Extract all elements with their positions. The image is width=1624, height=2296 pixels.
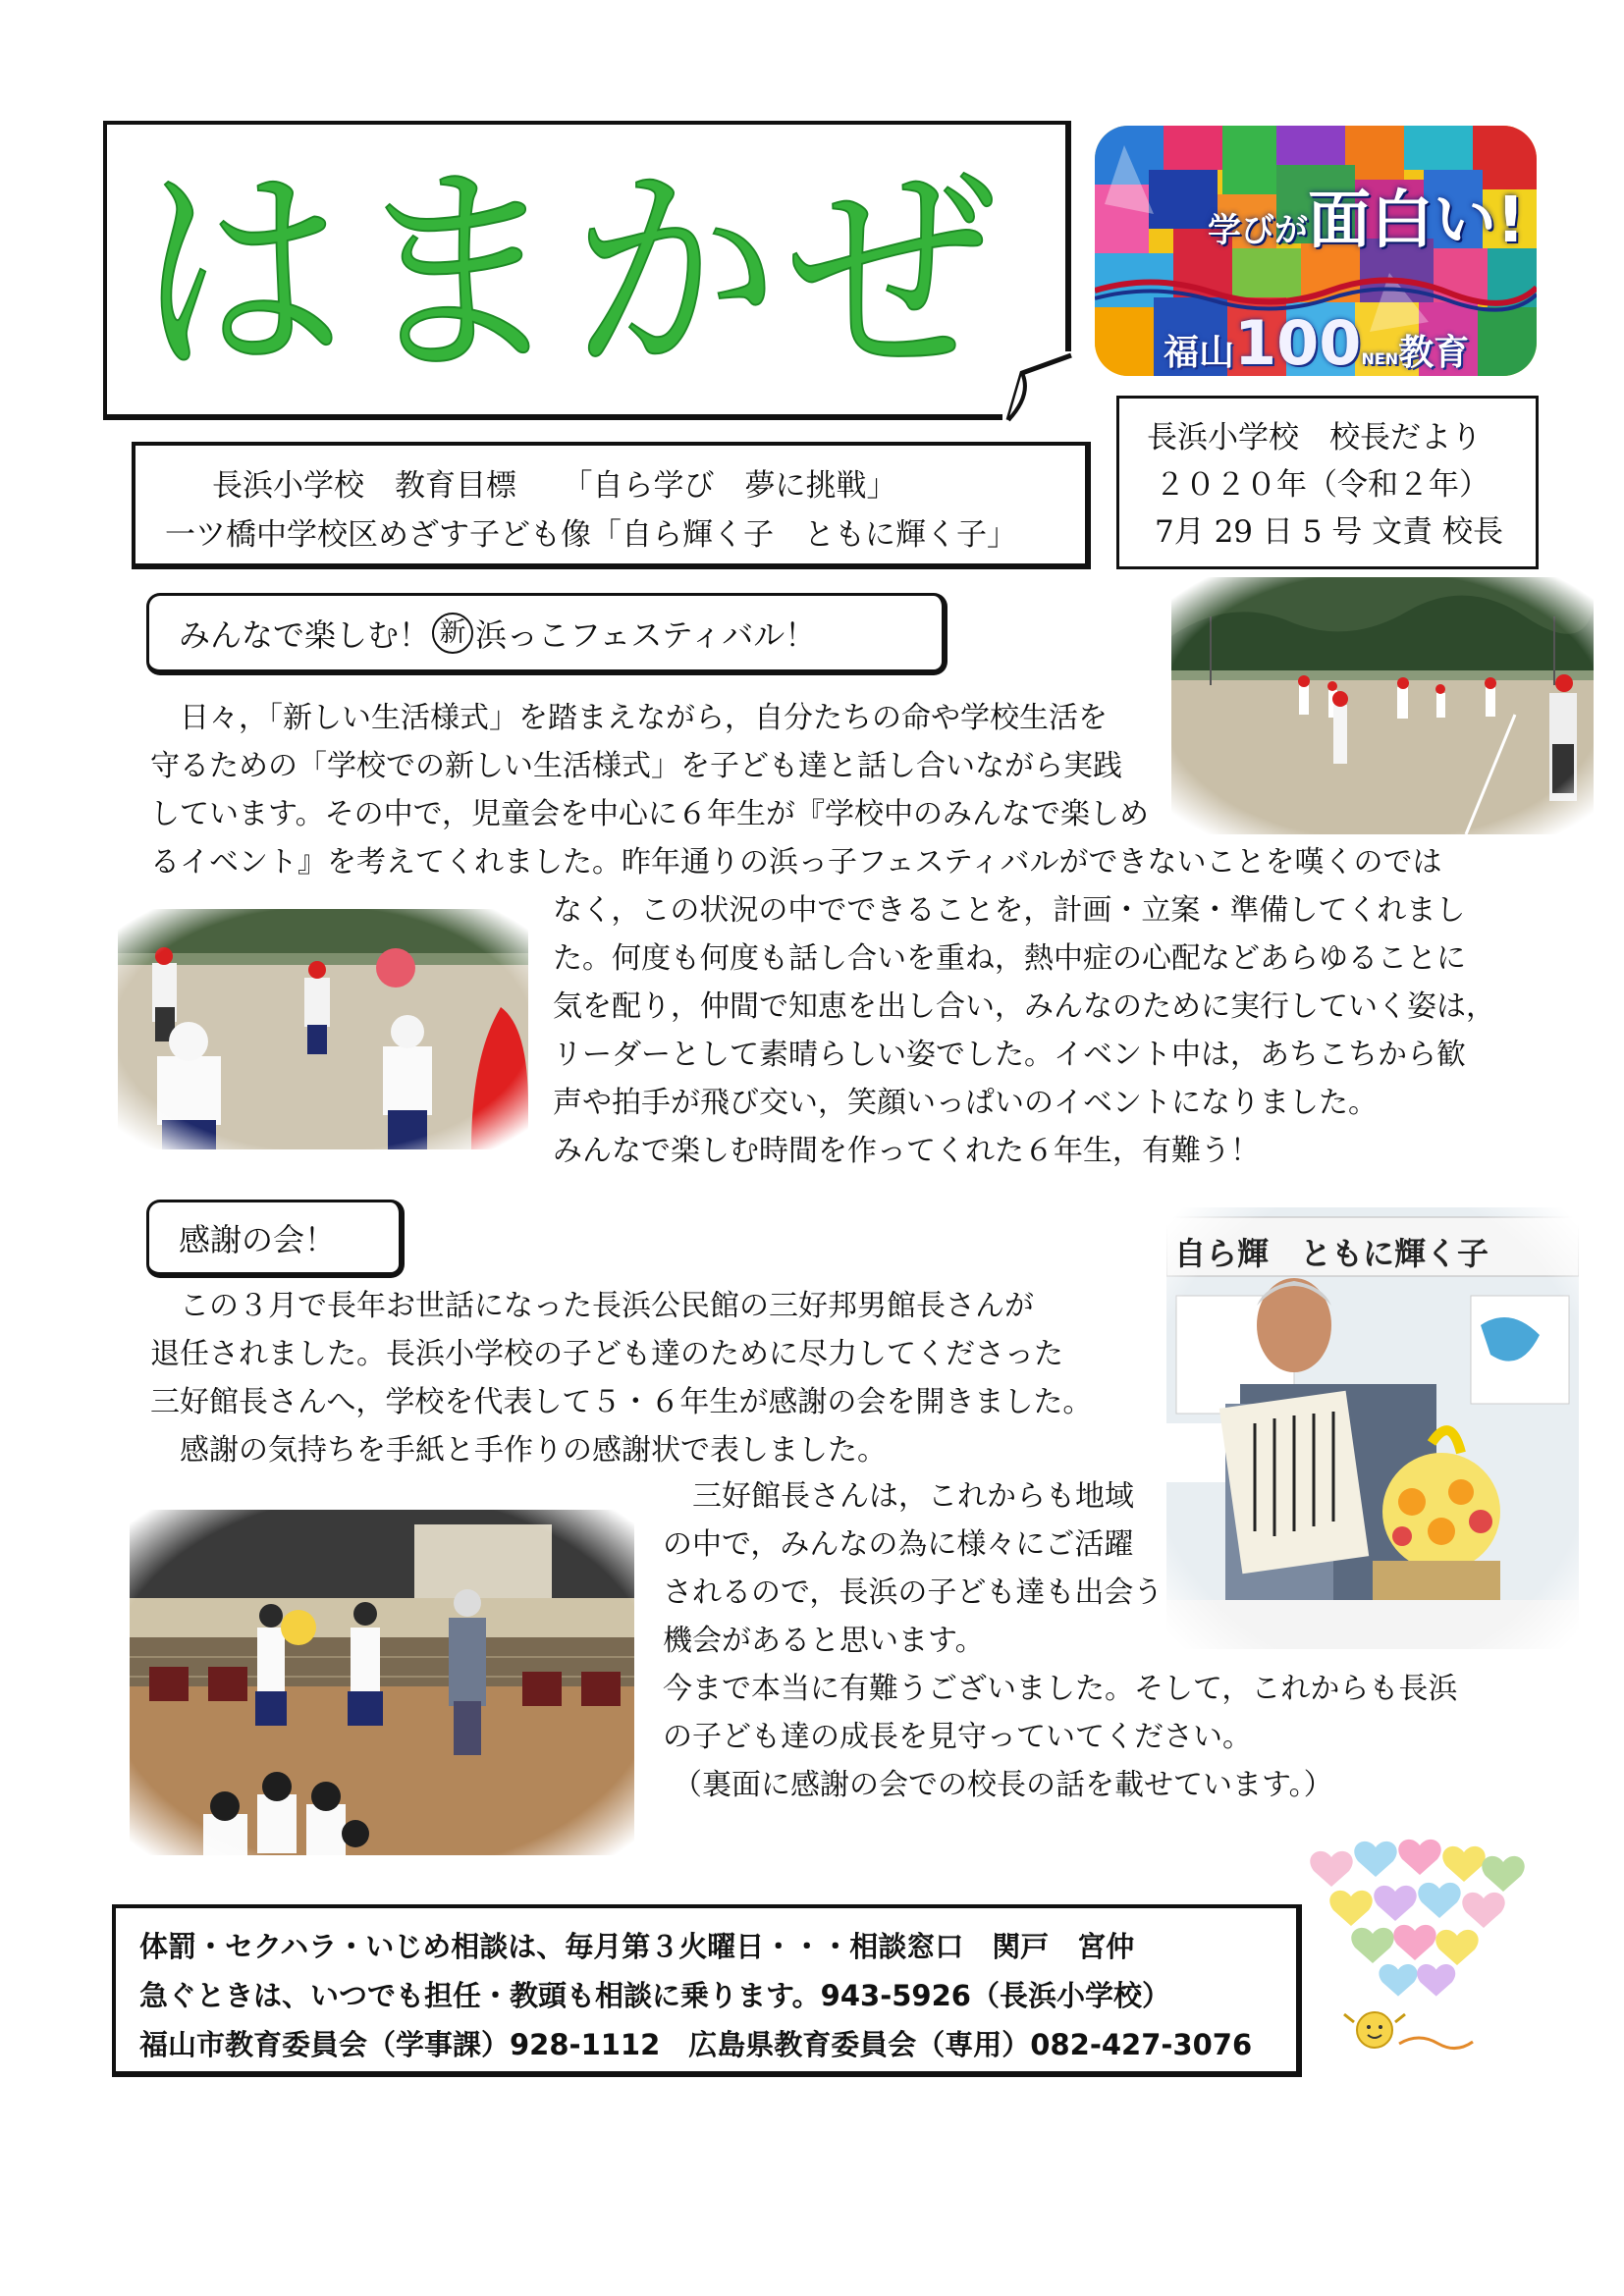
newsletter-title: はまかぜ [137, 143, 1005, 405]
section-heading-festival: みんなで楽しむ！ 新 浜っこフェスティバル！ [146, 593, 947, 675]
logo-tagline: 福山100NEN教育 [1164, 307, 1470, 376]
issue-year-line: ２０２０年（令和２年） [1155, 467, 1489, 503]
thanks-paragraph: この３月で長年お世話になった長浜公民館の三好邦男館長さんが 退任されました。長浜小学校の子ども達のために尽力してくださった 三好館長さんへ，学校を代表して５・６年生が感謝の会を開きました。 感謝の気持ちを手紙と手作りの感謝状で表しました。 [150, 1289, 1093, 1468]
new-circle-mark: 新 [432, 613, 473, 654]
issue-info-box [1116, 396, 1539, 569]
heart-icon [1310, 1840, 1524, 1997]
festival-paragraph: 日々，「新しい生活様式」を踏まえながら，自分たちの命や学校生活を 守るための「学校での新しい生活様式」を子ども達と話し合いながら実践 しています。その中で，児童会を中心に６年生が『学校中のみんなで楽しめ るイベント』を考えてくれました。昨年通りの浜っ子フェスティバルができないことを嘆くのでは [150, 701, 1442, 880]
photo-ceremony [130, 1510, 634, 1855]
issue-school-line: 長浜小学校 校長だより [1147, 420, 1482, 455]
education-goals-box [132, 442, 1091, 569]
page-curl [1002, 351, 1071, 420]
contact-line-boards: 福山市教育委員会（学事課）928-1112 広島県教育委員会（専用）082-427-3076 [139, 2028, 1253, 2061]
logo-phrase: 学びが面白い! [1208, 185, 1526, 257]
consultation-contact-box [112, 1904, 1302, 2077]
school-goal: 長浜小学校 教育目標 「自ら学び 夢に挑戦」 [212, 468, 897, 504]
thanks-paragraph-continued: 三好館長さんは，これからも地域 の中で，みんなの為に様々にご活躍 されるので，長浜の子ども達も出会う 機会があると思います。 今まで本当に有難うございました。そして，これからも長浜 の子ども達の成長を見守っていてください。 （裏面に感謝の会での校長の話を載せています。） [663, 1479, 1458, 1802]
education-logo [1095, 126, 1537, 376]
district-goal: 一ツ橋中学校区めざす子ども像「自ら輝く子 ともに輝く子」 [165, 517, 1017, 553]
issue-date-line: 7月 29 日 5 号 文責 校長 [1155, 514, 1504, 550]
photo-ball-game [118, 909, 528, 1149]
mascot-illustration [1340, 2002, 1478, 2071]
photo-banner-text: 自ら輝 ともに輝く子 [1174, 1235, 1489, 1272]
section-heading-thanks: 感謝の会！ [146, 1200, 405, 1278]
contact-line-urgent: 急ぐときは、いつでも担任・教頭も相談に乗ります。943-5926（長浜小学校） [139, 1979, 1170, 2012]
contact-line-consultation: 体罰・セクハラ・いじめ相談は、毎月第３火曜日・・・相談窓口 関戸 宮仲 [139, 1930, 1135, 1963]
festival-paragraph-continued: なく，この状況の中でできることを，計画・立案・準備してくれまし た。何度も何度も話し合いを重ね，熱中症の心配などあらゆることに 気を配り，仲間で知恵を出し合い，みんなのために実行していく姿は， リーダーとして素晴らしい姿でした。イベント中は，あちこちから歓 声や拍手が飛び交い，笑顔いっぱいのイベントになりました。 みんなで楽しむ時間を作ってくれた６年生，有難う！ [553, 893, 1495, 1168]
